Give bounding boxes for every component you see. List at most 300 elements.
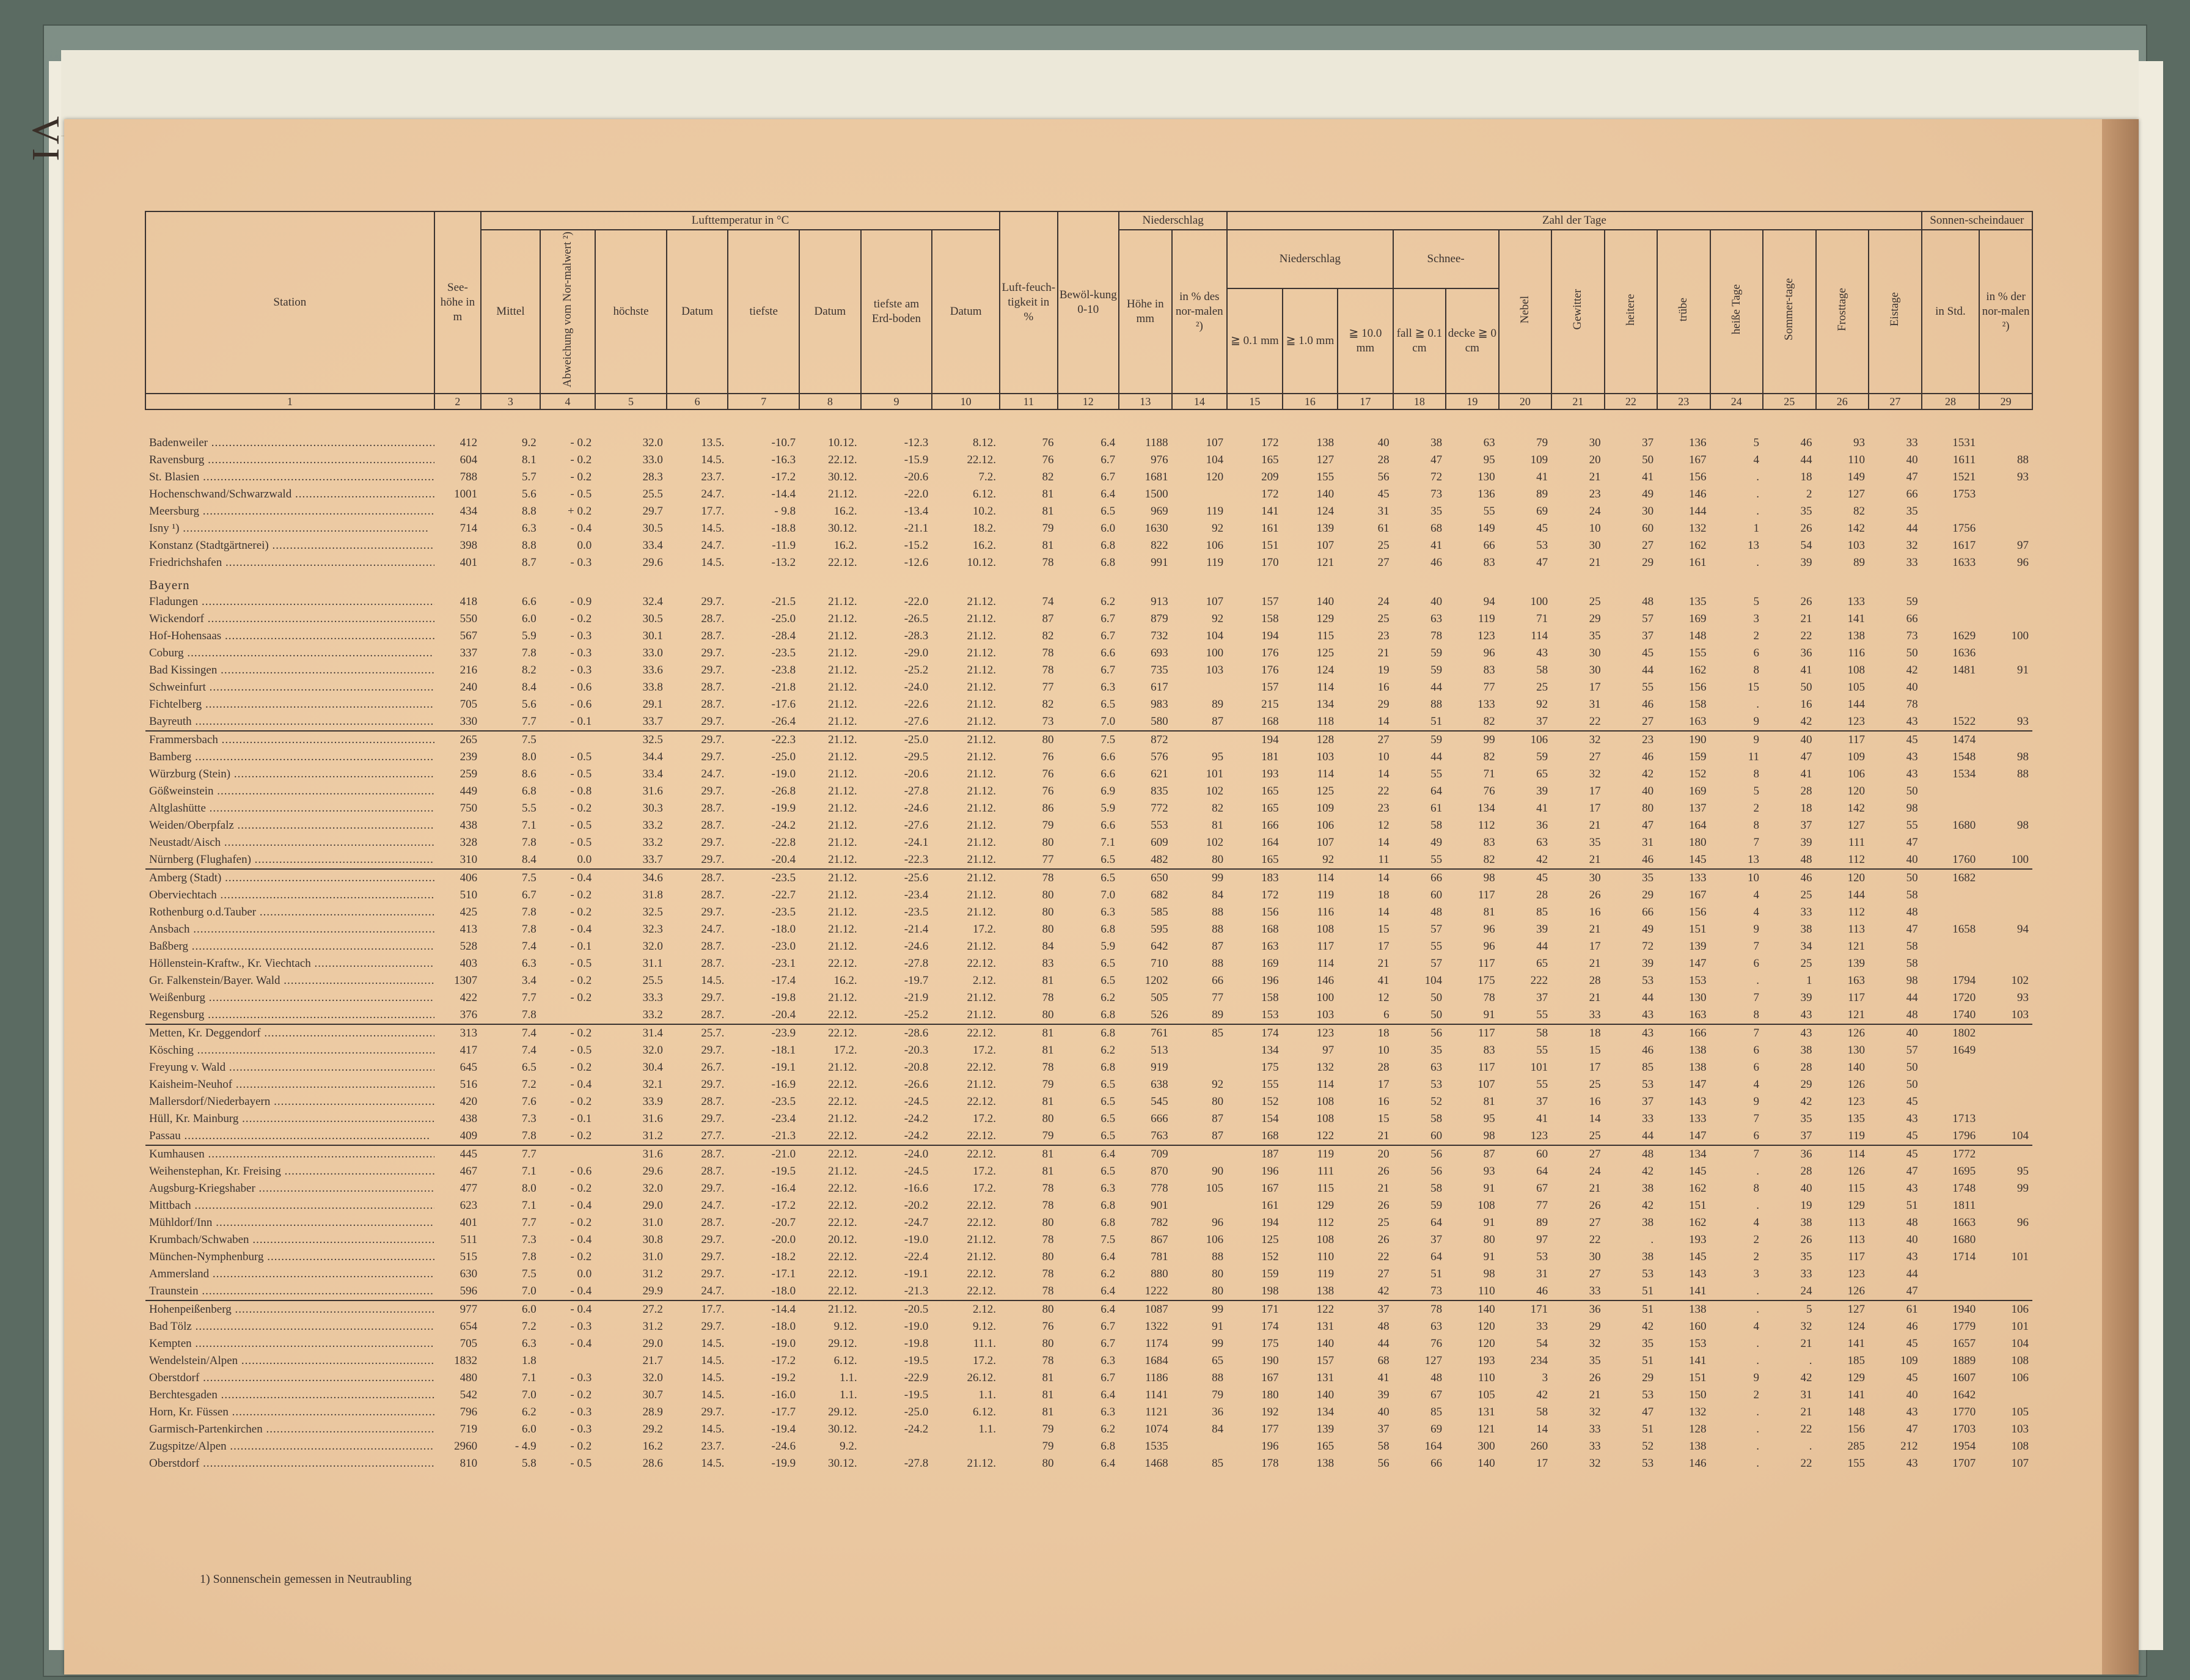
table-cell: 22.12. — [828, 1181, 857, 1195]
table-cell: 7.5 — [1058, 731, 1119, 749]
table-cell: 58 — [1377, 1439, 1390, 1453]
table-cell: 108 — [1478, 1198, 1495, 1212]
table-cell: 6.3 — [1100, 680, 1116, 694]
station-name — [145, 1370, 434, 1387]
table-row — [145, 713, 2032, 731]
table-cell: - 0.9 — [570, 595, 592, 608]
table-cell: 14 — [1377, 714, 1390, 728]
table-row — [145, 662, 2032, 679]
table-cell: 98 — [1906, 974, 1918, 987]
table-cell: 127 — [1847, 818, 1865, 832]
col-heisse: heiße Tage — [1710, 230, 1763, 394]
table-cell: 77 — [1536, 1198, 1548, 1212]
table-cell: - 0.6 — [570, 680, 592, 694]
table-cell: 66 — [1906, 612, 1918, 625]
table-cell: 1636 — [1952, 646, 1976, 659]
table-cell: 21.12. — [828, 991, 857, 1004]
table-cell: 193 — [1261, 767, 1279, 780]
table-cell: 49 — [1642, 487, 1654, 501]
table-row — [145, 1283, 2032, 1300]
table-cell: 1811 — [1952, 1198, 1976, 1212]
table-cell: 27 — [1589, 1267, 1601, 1280]
table-cell: 17 — [1589, 1060, 1601, 1074]
table-cell: 17.2. — [972, 922, 996, 936]
table-cell: 43 — [1906, 767, 1918, 780]
table-cell: 16 — [1800, 697, 1812, 711]
table-cell: 21.12. — [967, 905, 996, 919]
table-cell: -16.3 — [771, 453, 796, 466]
table-cell: 140 — [1316, 1388, 1335, 1401]
table-cell: 6.0 — [521, 612, 537, 625]
table-cell: 120 — [1478, 1319, 1495, 1333]
table-cell: 510 — [460, 888, 478, 901]
table-cell: 100 — [1206, 646, 1224, 659]
table-cell: 6.5 — [1100, 504, 1116, 518]
table-row — [145, 1110, 2032, 1128]
table-cell: 156 — [1689, 680, 1707, 694]
table-cell: 162 — [1689, 538, 1707, 552]
table-cell: 110 — [1317, 1250, 1335, 1263]
table-cell: 6.5 — [1100, 1164, 1116, 1178]
table-cell: 78 — [1042, 1181, 1054, 1195]
table-cell: 44 — [1800, 453, 1812, 466]
table-cell: 29.7. — [701, 1043, 725, 1057]
station-name — [145, 593, 434, 611]
table-cell: 76 — [1042, 1319, 1054, 1333]
table-cell: 177 — [1261, 1422, 1279, 1436]
table-cell: 29.7. — [701, 784, 725, 798]
table-cell: 42 — [1642, 1198, 1654, 1212]
table-cell: 23 — [1589, 487, 1601, 501]
col-nebel: Nebel — [1499, 230, 1551, 394]
table-cell: 445 — [434, 1145, 481, 1163]
table-cell: -21.3 — [904, 1284, 929, 1297]
table-cell: 117 — [1478, 956, 1495, 970]
table-cell: 33.4 — [642, 538, 663, 552]
table-cell: 6.4 — [1100, 487, 1116, 501]
table-cell: - 0.2 — [570, 801, 592, 815]
table-cell: 29.12. — [828, 1405, 857, 1418]
table-cell: 101 — [2011, 1250, 2029, 1263]
table-cell — [1922, 1059, 1980, 1076]
table-cell: 5 — [1753, 436, 1760, 449]
table-cell: 104 — [1424, 974, 1443, 987]
col-tiefste-erdboden: tiefste am Erd-boden — [861, 230, 932, 394]
table-cell: 21.12. — [828, 487, 857, 501]
table-cell: - 0.2 — [570, 888, 592, 901]
table-cell: 137 — [1689, 801, 1707, 815]
table-cell: 129 — [1847, 1198, 1865, 1212]
table-cell: 136 — [1478, 487, 1495, 501]
table-cell: 26 — [1589, 1198, 1601, 1212]
table-cell: 14.5. — [701, 1456, 725, 1470]
table-cell: 25 — [1536, 680, 1548, 694]
table-row — [145, 1370, 2032, 1387]
table-cell: 6.6 — [1100, 750, 1116, 763]
station-name — [145, 662, 434, 679]
table-cell: 31.4 — [595, 1024, 667, 1042]
table-cell: -22.7 — [771, 888, 796, 901]
table-cell: 51 — [1642, 1354, 1654, 1367]
table-cell: 97 — [2017, 538, 2029, 552]
table-cell: 44 — [1430, 680, 1443, 694]
table-cell — [1922, 938, 1980, 955]
table-cell: 28.7. — [701, 697, 725, 711]
table-cell: 8.6 — [521, 767, 537, 780]
table-cell: 6.7 — [521, 888, 537, 901]
table-cell: 63 — [1536, 835, 1548, 849]
table-cell: 63 — [1430, 1060, 1443, 1074]
column-number: 3 — [481, 394, 540, 409]
table-row — [145, 593, 2032, 611]
table-cell: 209 — [1261, 470, 1279, 483]
table-cell: 1.1. — [978, 1422, 996, 1436]
table-cell: 47 — [1536, 556, 1548, 569]
table-cell: 193 — [1689, 1233, 1707, 1246]
col-luftfeuchte: Luft-feuch-tigkeit in % — [1000, 211, 1058, 394]
table-cell: 45 — [1906, 1095, 1918, 1108]
table-cell: 6.7 — [1100, 1319, 1116, 1333]
table-cell: 154 — [1261, 1112, 1279, 1125]
table-cell: 105 — [2011, 1405, 2029, 1418]
table-cell: 22.12. — [799, 1024, 861, 1042]
table-cell: 110 — [1478, 1284, 1495, 1297]
station-name — [145, 938, 434, 955]
table-cell: 88 — [1212, 1371, 1224, 1384]
table-cell: 138 — [1689, 1060, 1707, 1074]
table-cell: 3 — [1753, 612, 1760, 625]
table-cell: 103 — [2011, 1422, 2029, 1436]
table-cell: - 0.5 — [570, 750, 592, 763]
table-cell: 85 — [1642, 1060, 1654, 1074]
table-cell: 528 — [460, 939, 478, 953]
station-name — [145, 851, 434, 869]
table-cell: 80 — [1042, 905, 1054, 919]
table-cell: -28.6 — [861, 1024, 932, 1042]
table-cell: 58 — [1536, 663, 1548, 677]
table-cell: -25.0 — [771, 750, 796, 763]
table-cell: 127 — [1847, 487, 1865, 501]
table-cell: 91 — [2017, 663, 2029, 677]
table-cell: 14 — [1377, 835, 1390, 849]
table-cell: 1703 — [1952, 1422, 1976, 1436]
table-cell: 553 — [1151, 818, 1168, 832]
table-cell: 109 — [1316, 801, 1335, 815]
table-cell: 82 — [1042, 470, 1054, 483]
station-name — [145, 1128, 434, 1145]
station-label: Würzburg (Stein) ..... — [149, 768, 434, 780]
station-label: Traunstein ..... — [149, 1285, 434, 1297]
table-cell: 89 — [1212, 697, 1224, 711]
table-cell: 29 — [1589, 612, 1601, 625]
table-cell: 29 — [1800, 1077, 1812, 1091]
table-cell — [1979, 611, 2032, 628]
table-cell: 750 — [460, 801, 478, 815]
table-cell: 21.12. — [828, 767, 857, 780]
table-cell: 19 — [1800, 1198, 1812, 1212]
table-cell: 772 — [1151, 801, 1168, 815]
table-cell: 40 — [1906, 1388, 1918, 1401]
table-cell: 104 — [2011, 1129, 2029, 1142]
col-datum-2: Datum — [799, 230, 861, 394]
table-cell: 149 — [1847, 470, 1865, 483]
table-cell: 120 — [1847, 784, 1865, 798]
table-cell: 69 — [1430, 1422, 1443, 1436]
table-header — [145, 211, 2032, 409]
table-cell: 114 — [1317, 1077, 1335, 1091]
table-cell: 33 — [1642, 1112, 1654, 1125]
table-cell: 102 — [2011, 974, 2029, 987]
table-cell: 2 — [1753, 1250, 1760, 1263]
table-cell: 56 — [1430, 1164, 1443, 1178]
table-cell: 1658 — [1952, 922, 1976, 936]
table-cell: -19.0 — [904, 1233, 929, 1246]
table-cell: 166 — [1261, 818, 1279, 832]
table-cell: 27 — [1642, 538, 1654, 552]
table-row — [145, 679, 2032, 696]
table-cell: 155 — [1689, 646, 1707, 659]
table-row — [145, 537, 2032, 554]
table-cell: 16 — [1589, 1095, 1601, 1108]
table-cell: 92 — [1322, 853, 1335, 866]
table-cell: 53 — [1536, 538, 1548, 552]
table-cell: 30 — [1589, 1250, 1601, 1263]
table-cell: 1684 — [1144, 1354, 1168, 1367]
table-cell: 26 — [1800, 521, 1812, 535]
table-cell: 7.0 — [1100, 888, 1116, 901]
table-cell: 901 — [1151, 1198, 1168, 1212]
table-cell: -26.4 — [771, 714, 796, 728]
table-cell: 81 — [1042, 504, 1054, 518]
col-group-ns-tage: Niederschlag — [1227, 230, 1393, 288]
table-cell: 104 — [1206, 453, 1224, 466]
table-cell: - 0.2 — [570, 436, 592, 449]
table-cell: 78 — [1042, 646, 1054, 659]
table-cell: . — [1756, 470, 1760, 483]
station-name — [145, 696, 434, 713]
table-cell: 14 — [1377, 767, 1390, 780]
table-cell: 33.2 — [642, 818, 663, 832]
table-cell: 125 — [1261, 1233, 1279, 1246]
table-cell: 169 — [1689, 612, 1707, 625]
table-cell: 52 — [1642, 1439, 1654, 1453]
table-cell: 69 — [1536, 504, 1548, 518]
table-cell: 6.9 — [1100, 784, 1116, 798]
table-cell: 95 — [1483, 1112, 1495, 1125]
table-cell: 101 — [1530, 1060, 1548, 1074]
table-cell: 29.7. — [701, 1181, 725, 1195]
table-cell: 2 — [1753, 1233, 1760, 1246]
table-cell: -23.5 — [728, 869, 799, 887]
table-cell: 157 — [1316, 1354, 1335, 1367]
table-cell: 25.7. — [667, 1024, 728, 1042]
table-cell: 991 — [1151, 556, 1168, 569]
table-cell: 25.5 — [642, 974, 663, 987]
table-cell: 1695 — [1952, 1164, 1976, 1178]
table-cell: 22.12. — [828, 1129, 857, 1142]
table-row — [145, 452, 2032, 469]
station-name — [145, 1214, 434, 1231]
table-cell: -18.0 — [771, 1319, 796, 1333]
table-cell: 43 — [1906, 714, 1918, 728]
table-cell: - 0.2 — [540, 1024, 596, 1042]
table-cell: 107 — [1316, 538, 1335, 552]
table-cell: 25 — [1589, 595, 1601, 608]
table-cell: 119 — [1848, 1129, 1865, 1142]
table-cell: 18 — [1338, 1024, 1393, 1042]
table-cell: 21.12. — [967, 818, 996, 832]
table-cell: 8.8 — [521, 504, 537, 518]
table-cell: -17.2 — [771, 1354, 796, 1367]
table-cell: 68 — [1430, 521, 1443, 535]
table-cell: -23.0 — [771, 939, 796, 953]
table-cell: 155 — [1847, 1456, 1865, 1470]
table-cell: 6.12. — [972, 487, 996, 501]
table-cell: 21.12. — [967, 991, 996, 1004]
table-cell: 709 — [1119, 1145, 1171, 1163]
table-cell: 24 — [1589, 1164, 1601, 1178]
table-cell: -26.8 — [771, 784, 796, 798]
table-cell: 337 — [460, 646, 478, 659]
table-cell: 31 — [1800, 1388, 1812, 1401]
table-cell: 98 — [1446, 869, 1498, 887]
table-cell: 79 — [1042, 1077, 1054, 1091]
table-cell: 46 — [1906, 1319, 1918, 1333]
table-cell: 21 — [1589, 818, 1601, 832]
table-cell: -25.2 — [904, 663, 929, 677]
table-cell: 21 — [1589, 1388, 1601, 1401]
table-cell: 126 — [1847, 1164, 1865, 1178]
table-cell: 6.7 — [1100, 453, 1116, 466]
table-cell: 81 — [1000, 1024, 1058, 1042]
table-cell: - 0.4 — [570, 1198, 592, 1212]
table-cell: 6.5 — [1100, 697, 1116, 711]
table-cell: 761 — [1119, 1024, 1171, 1042]
table-cell: 58 — [1906, 888, 1918, 901]
table-cell: 420 — [460, 1095, 478, 1108]
table-cell: 1534 — [1952, 767, 1976, 780]
table-cell: -22.0 — [904, 595, 929, 608]
table-cell: 22 — [1589, 1233, 1601, 1246]
table-cell: 33.2 — [642, 835, 663, 849]
table-cell: 51 — [1642, 1422, 1654, 1436]
table-cell: 5.7 — [521, 470, 537, 483]
table-cell: 99 — [1172, 1300, 1228, 1318]
table-cell: . — [1756, 556, 1760, 569]
table-cell: 93 — [1853, 436, 1865, 449]
table-cell: 37 — [1536, 1095, 1548, 1108]
table-cell: 0.0 — [577, 538, 592, 552]
table-cell: 123 — [1283, 1024, 1338, 1042]
table-cell: 10 — [1589, 521, 1601, 535]
table-cell: 21.12. — [828, 1112, 857, 1125]
table-cell: 139 — [1316, 1422, 1335, 1436]
station-label: Rothenburg o.d.Tauber ..... — [149, 906, 434, 919]
table-cell: 138 — [1316, 436, 1335, 449]
table-cell: 2.12. — [972, 974, 996, 987]
table-cell: 22.12. — [828, 1216, 857, 1229]
table-cell: 127 — [1316, 453, 1335, 466]
station-label: Neustadt/Aisch ..... — [149, 836, 434, 849]
table-cell: 67 — [1536, 1181, 1548, 1195]
table-cell: 79 — [1042, 1439, 1054, 1453]
table-cell: -24.5 — [904, 1164, 929, 1178]
table-cell: 7.2. — [978, 470, 996, 483]
station-name — [145, 731, 434, 749]
table-cell: -19.8 — [771, 991, 796, 1004]
station-label: Mallersdorf/Niederbayern ..... — [149, 1095, 434, 1108]
table-cell: 106 — [1979, 1300, 2032, 1318]
table-cell: 40 — [1763, 731, 1815, 749]
table-cell: 17.2. — [972, 1181, 996, 1195]
table-cell: 42 — [1377, 1284, 1390, 1297]
table-cell: 59 — [1430, 663, 1443, 677]
table-cell: 40 — [1377, 1405, 1390, 1418]
table-cell: 81 — [1042, 538, 1054, 552]
table-cell: 7.7 — [521, 1216, 537, 1229]
table-row — [145, 1007, 2032, 1024]
table-cell: -21.8 — [771, 680, 796, 694]
station-label: Baßberg ..... — [149, 940, 434, 953]
table-cell — [1172, 1438, 1228, 1455]
table-cell: 81 — [1042, 1043, 1054, 1057]
table-cell: 449 — [460, 784, 478, 798]
table-cell: 117 — [1478, 888, 1495, 901]
table-cell: 6 — [1753, 646, 1760, 659]
table-cell: 27.2 — [595, 1300, 667, 1318]
table-cell: 28.7. — [701, 612, 725, 625]
table-cell: 161 — [1261, 1198, 1279, 1212]
table-cell: 35 — [1800, 1112, 1812, 1125]
table-cell: 88 — [1212, 956, 1224, 970]
station-label: Coburg ..... — [149, 647, 433, 659]
table-cell: -15.2 — [904, 538, 929, 552]
table-cell: 172 — [1261, 436, 1279, 449]
table-cell: 1756 — [1952, 521, 1976, 535]
table-cell: 130 — [1689, 991, 1707, 1004]
table-cell: 21.12. — [967, 750, 996, 763]
table-cell: 194 — [1261, 629, 1279, 642]
table-cell: 97 — [1322, 1043, 1335, 1057]
table-cell: - 0.8 — [570, 784, 592, 798]
table-cell: 7.4 — [521, 1043, 537, 1057]
table-row — [145, 1180, 2032, 1197]
table-cell: 438 — [460, 1112, 478, 1125]
table-cell: 32 — [1589, 1405, 1601, 1418]
table-cell: 14 — [1589, 1112, 1601, 1125]
table-cell: 89 — [1212, 1008, 1224, 1021]
table-cell: 23 — [1377, 629, 1390, 642]
column-number: 24 — [1710, 394, 1763, 409]
station-name — [145, 435, 434, 452]
table-cell: 27 — [1642, 714, 1654, 728]
table-cell: 97 — [1536, 1233, 1548, 1246]
table-cell: 178 — [1261, 1456, 1279, 1470]
table-cell: 48 — [1642, 595, 1654, 608]
table-cell: 42 — [1800, 1095, 1812, 1108]
col-bewoelkung: Bewöl-kung 0-10 — [1058, 211, 1119, 394]
table-cell: 26 — [1800, 595, 1812, 608]
table-cell: 6.2 — [1100, 1422, 1116, 1436]
table-cell: 30.5 — [642, 612, 663, 625]
table-cell: 28 — [1589, 974, 1601, 987]
table-cell: 152 — [1261, 1095, 1279, 1108]
table-cell: 59 — [1430, 646, 1443, 659]
table-cell: 94 — [1483, 595, 1495, 608]
table-cell: - 0.6 — [570, 697, 592, 711]
table-cell: 870 — [1151, 1164, 1168, 1178]
table-cell: 6.3 — [1100, 1405, 1116, 1418]
